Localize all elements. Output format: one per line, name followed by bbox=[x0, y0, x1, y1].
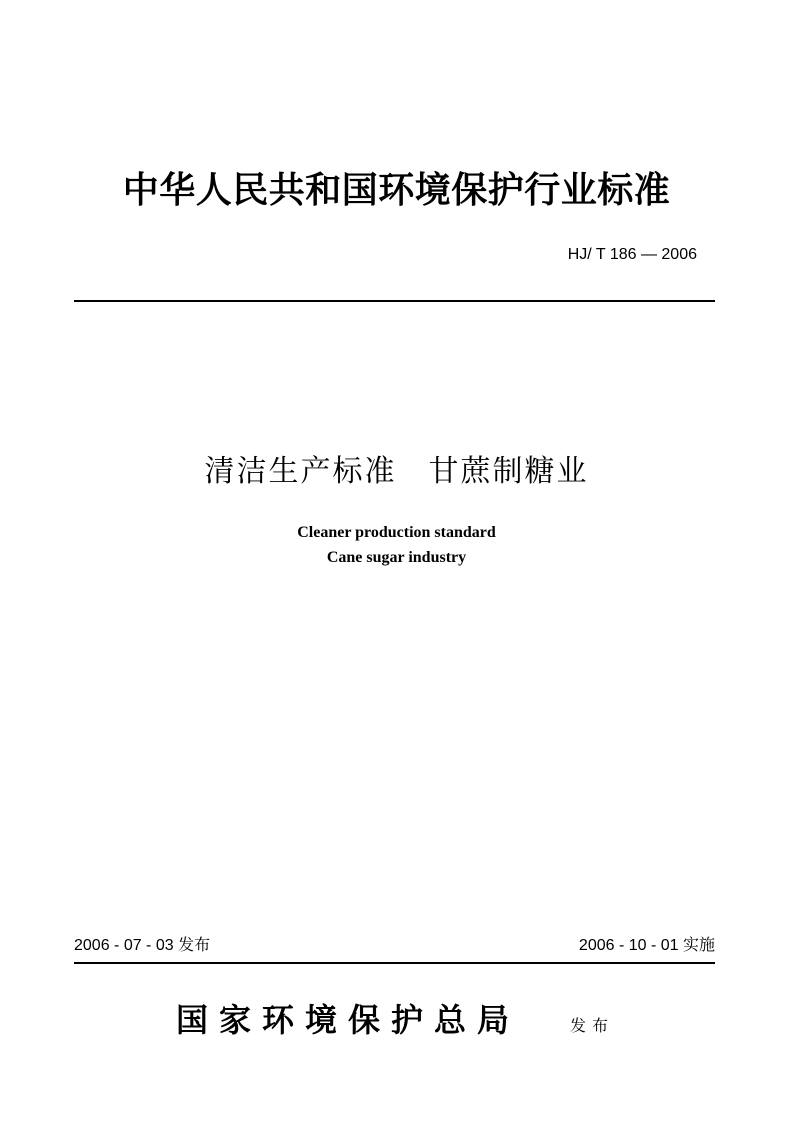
document-title-en-line2: Cane sugar industry bbox=[326, 549, 467, 566]
standard-category-title: 中华人民共和国环境保护行业标准 bbox=[122, 169, 671, 211]
bottom-divider bbox=[74, 962, 715, 964]
standard-code: HJ/ T 186 — 2006 bbox=[567, 246, 697, 263]
issue-date: 2006 - 07 - 03 发布 bbox=[74, 937, 211, 954]
document-title-cn bbox=[0, 452, 793, 492]
issuer-action-label: 发布 bbox=[570, 1016, 615, 1035]
document-title-en-line1: Cleaner production standard bbox=[297, 524, 496, 541]
issuing-authority: 国家环境保护总局 bbox=[176, 1001, 521, 1039]
top-divider bbox=[74, 300, 715, 302]
document-title-cn-part1: 清洁生产标准 bbox=[204, 454, 397, 489]
document-title-cn-part2: 甘蔗制糖业 bbox=[428, 454, 589, 489]
implementation-date: 2006 - 10 - 01 实施 bbox=[578, 937, 715, 954]
